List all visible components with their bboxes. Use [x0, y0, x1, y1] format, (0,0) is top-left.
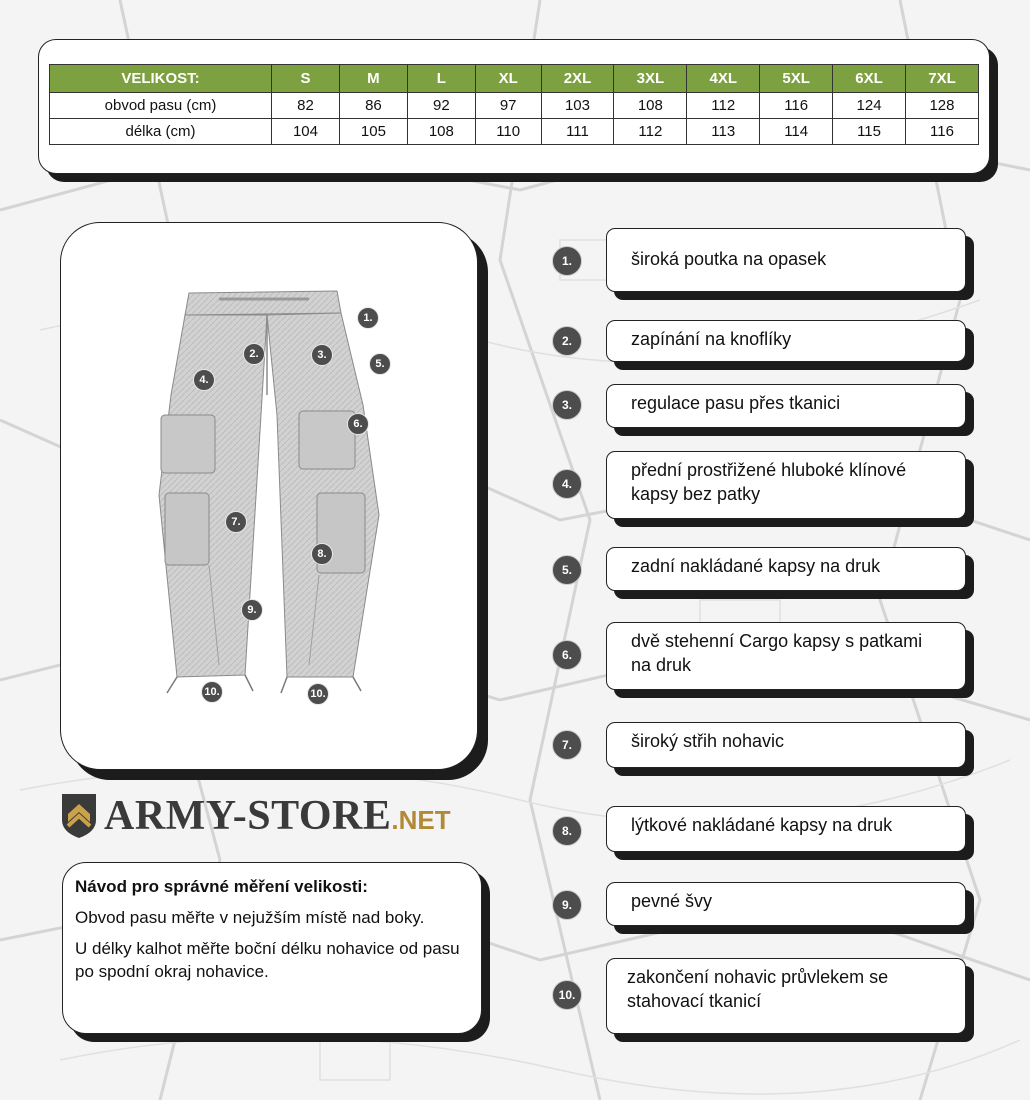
table-cell: 104 — [272, 119, 340, 145]
table-cell: 128 — [905, 93, 978, 119]
table-cell: 115 — [833, 119, 906, 145]
size-header-cell: 6XL — [833, 65, 906, 93]
size-header-cell: 5XL — [760, 65, 833, 93]
feature-number: 1. — [552, 246, 582, 276]
table-cell: 112 — [614, 119, 687, 145]
size-header-cell: M — [339, 65, 407, 93]
size-header-cell: 7XL — [905, 65, 978, 93]
logo-main-text: ARMY-STORE — [104, 793, 392, 839]
logo-wordmark — [104, 792, 451, 844]
feature-text: široká poutka na opasek — [606, 228, 966, 292]
table-row-length — [50, 119, 979, 145]
feature-number: 8. — [552, 816, 582, 846]
pants-marker-3: 3. — [311, 344, 333, 366]
feature-number: 5. — [552, 555, 582, 585]
table-cell: 116 — [905, 119, 978, 145]
feature-text: lýtkové nakládané kapsy na druk — [606, 806, 966, 852]
size-header-cell: 3XL — [614, 65, 687, 93]
table-row-waist — [50, 93, 979, 119]
table-cell: 114 — [760, 119, 833, 145]
size-header-cell: 4XL — [687, 65, 760, 93]
feature-number: 4. — [552, 469, 582, 499]
feature-text: dvě stehenní Cargo kapsy s patkami na druk — [606, 622, 966, 690]
row-label: délka (cm) — [50, 119, 272, 145]
pants-marker-2: 2. — [243, 343, 265, 365]
table-cell: 82 — [272, 93, 340, 119]
logo-suffix-text: .NET — [391, 805, 451, 835]
table-cell: 108 — [614, 93, 687, 119]
feature-text: zapínání na knoflíky — [606, 320, 966, 362]
army-store-logo — [60, 792, 490, 842]
size-header-cell: 2XL — [541, 65, 614, 93]
pants-marker-6: 6. — [347, 413, 369, 435]
feature-number: 2. — [552, 326, 582, 356]
table-cell: 103 — [541, 93, 614, 119]
table-cell: 92 — [407, 93, 475, 119]
table-cell: 110 — [475, 119, 541, 145]
feature-number: 9. — [552, 890, 582, 920]
feature-item-1 — [552, 228, 977, 298]
feature-number: 10. — [552, 980, 582, 1010]
instructions-waist: Obvod pasu měřte v nejužším místě nad boky. — [75, 908, 425, 927]
pants-marker-8: 8. — [311, 543, 333, 565]
feature-text: pevné švy — [606, 882, 966, 926]
table-cell: 113 — [687, 119, 760, 145]
cargo-pants-illustration — [149, 285, 389, 715]
pants-marker-4: 4. — [193, 369, 215, 391]
table-cell: 105 — [339, 119, 407, 145]
table-cell: 112 — [687, 93, 760, 119]
row-label: obvod pasu (cm) — [50, 93, 272, 119]
feature-text: zadní nakládané kapsy na druk — [606, 547, 966, 591]
pants-marker-10-right: 10. — [307, 683, 329, 705]
feature-item-4 — [552, 451, 977, 521]
feature-item-3 — [552, 384, 977, 430]
size-header-cell: XL — [475, 65, 541, 93]
feature-number: 6. — [552, 640, 582, 670]
feature-item-9 — [552, 882, 977, 928]
feature-item-8 — [552, 806, 977, 854]
size-header-label: VELIKOST: — [50, 65, 272, 93]
table-cell: 116 — [760, 93, 833, 119]
feature-text: zakončení nohavic průvlekem se stahovací tkanicí — [606, 958, 966, 1034]
pants-marker-1: 1. — [357, 307, 379, 329]
pants-marker-7: 7. — [225, 511, 247, 533]
feature-number: 7. — [552, 730, 582, 760]
product-image-panel — [60, 222, 478, 770]
size-table — [49, 64, 979, 145]
pants-marker-10-left: 10. — [201, 681, 223, 703]
feature-item-10 — [552, 958, 977, 1034]
size-header-cell: L — [407, 65, 475, 93]
feature-text: široký střih nohavic — [606, 722, 966, 768]
instructions-length: U délky kalhot měřte boční délku nohavice od pasu po spodní okraj nohavice. — [75, 939, 460, 981]
feature-item-5 — [552, 547, 977, 593]
feature-item-6 — [552, 622, 977, 692]
size-header-row — [50, 65, 979, 93]
feature-number: 3. — [552, 390, 582, 420]
feature-item-2 — [552, 320, 977, 366]
size-table-panel — [38, 39, 990, 174]
pants-marker-9: 9. — [241, 599, 263, 621]
size-header-cell: S — [272, 65, 340, 93]
measurement-instructions — [62, 862, 482, 1034]
feature-text: přední prostřižené hluboké klínové kapsy bez patky — [606, 451, 966, 519]
table-cell: 124 — [833, 93, 906, 119]
shield-chevron-icon — [60, 792, 98, 840]
table-cell: 111 — [541, 119, 614, 145]
table-cell: 97 — [475, 93, 541, 119]
pants-marker-5: 5. — [369, 353, 391, 375]
feature-item-7 — [552, 722, 977, 770]
table-cell: 108 — [407, 119, 475, 145]
instructions-title: Návod pro správné měření velikosti: — [75, 877, 368, 896]
feature-text: regulace pasu přes tkanici — [606, 384, 966, 428]
table-cell: 86 — [339, 93, 407, 119]
